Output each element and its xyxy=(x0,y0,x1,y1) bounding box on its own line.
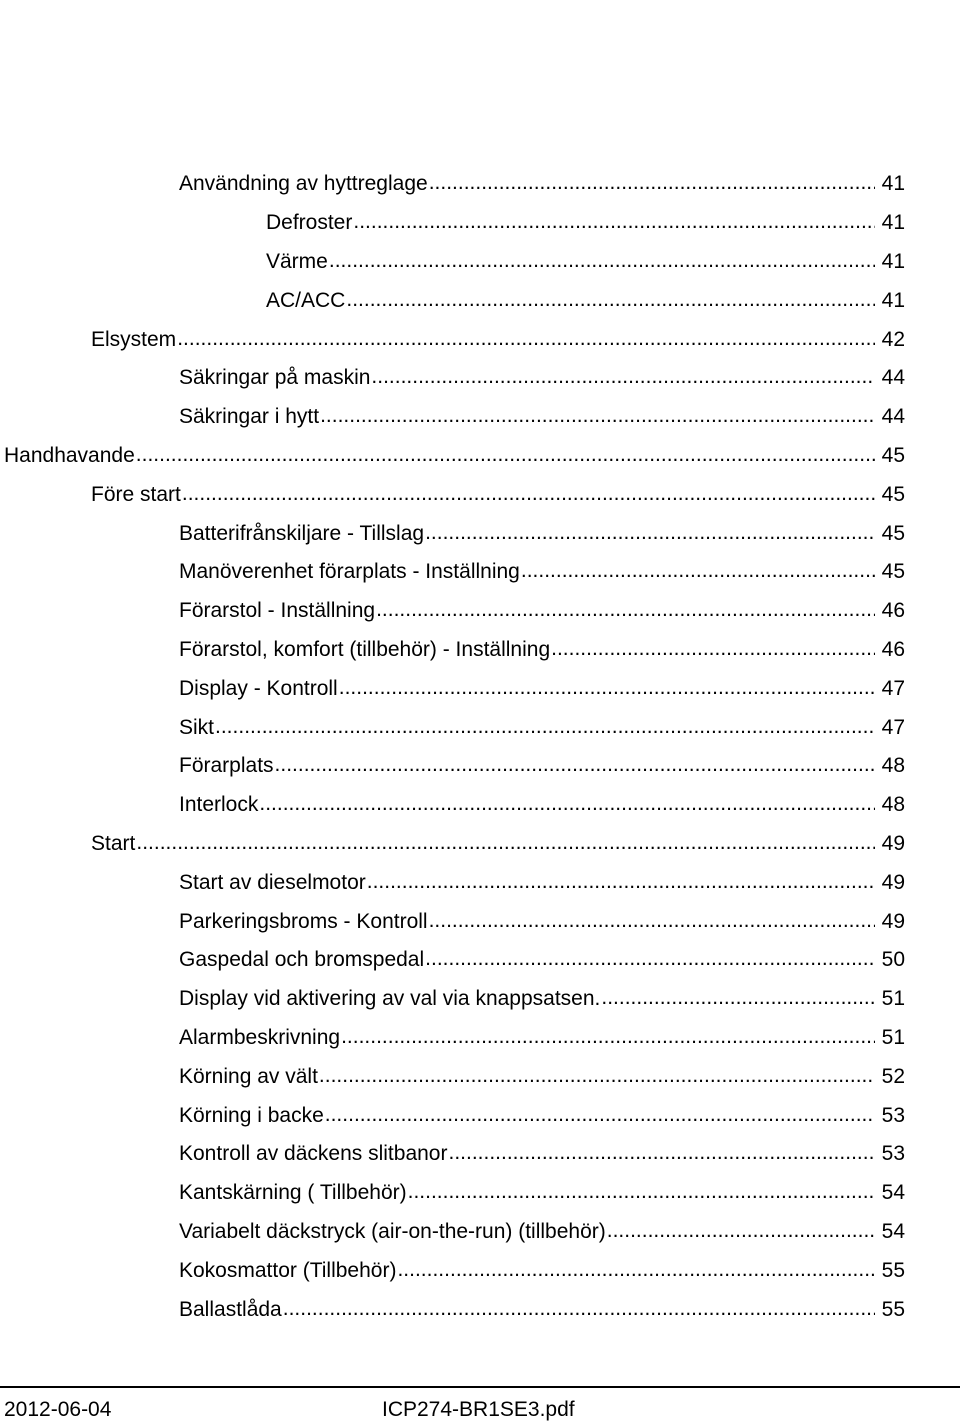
toc-entry-title: Display - Kontroll xyxy=(179,676,338,700)
toc-entry[interactable] xyxy=(0,786,960,825)
toc-entry-title: Förarstol - Inställning xyxy=(179,599,376,623)
toc-entry-title: Sikt xyxy=(179,715,215,739)
toc-entry[interactable] xyxy=(0,863,960,902)
toc-entry-page: 53 xyxy=(881,1103,905,1127)
toc-entry[interactable] xyxy=(0,825,960,864)
toc-entry-title: Interlock xyxy=(179,793,259,817)
toc-entry-page: 41 xyxy=(881,172,905,196)
toc-dot-leader xyxy=(425,947,875,971)
toc-dot-leader xyxy=(339,676,875,700)
toc-entry[interactable] xyxy=(0,281,960,320)
toc-dot-leader xyxy=(607,1219,875,1243)
footer-filename: ICP274-BR1SE3.pdf xyxy=(382,1398,575,1421)
footer-date: 2012-06-04 xyxy=(4,1398,112,1421)
toc-dot-leader xyxy=(521,559,875,583)
toc-entry-page: 45 xyxy=(881,482,905,506)
toc-entry-title: Säkringar i hytt xyxy=(179,405,320,429)
toc-dot-leader xyxy=(320,404,875,428)
toc-dot-leader xyxy=(275,753,875,777)
toc-entry-page: 47 xyxy=(881,676,905,700)
toc-entry[interactable] xyxy=(0,165,960,204)
toc-entry-page: 45 xyxy=(881,521,905,545)
page-footer xyxy=(0,1386,960,1425)
toc-dot-leader xyxy=(551,637,875,661)
toc-entry-page: 51 xyxy=(881,987,905,1011)
toc-entry-page: 55 xyxy=(881,1258,905,1282)
toc-dot-leader xyxy=(215,715,875,739)
toc-dot-leader xyxy=(346,288,875,312)
toc-entry-title: Start av dieselmotor xyxy=(179,870,366,894)
toc-entry-page: 52 xyxy=(881,1064,905,1088)
toc-entry-page: 51 xyxy=(881,1025,905,1049)
toc-entry[interactable] xyxy=(0,320,960,359)
toc-entry[interactable] xyxy=(0,359,960,398)
toc-dot-leader xyxy=(371,365,875,389)
toc-entry[interactable] xyxy=(0,747,960,786)
toc-entry[interactable] xyxy=(0,1213,960,1252)
toc-entry-page: 44 xyxy=(881,366,905,390)
toc-entry-page: 49 xyxy=(881,831,905,855)
toc-entry[interactable] xyxy=(0,204,960,243)
toc-dot-leader xyxy=(376,598,875,622)
table-of-contents xyxy=(0,165,960,1329)
toc-entry[interactable] xyxy=(0,708,960,747)
toc-entry-page: 54 xyxy=(881,1181,905,1205)
toc-entry[interactable] xyxy=(0,553,960,592)
toc-entry-page: 45 xyxy=(881,443,905,467)
toc-entry-title: Handhavande xyxy=(4,443,135,467)
toc-entry[interactable] xyxy=(0,1251,960,1290)
toc-entry-page: 49 xyxy=(881,909,905,933)
toc-entry-title: Körning i backe xyxy=(179,1103,324,1127)
toc-entry[interactable] xyxy=(0,980,960,1019)
toc-entry-page: 55 xyxy=(881,1297,905,1321)
toc-dot-leader xyxy=(329,249,875,273)
toc-entry-page: 53 xyxy=(881,1142,905,1166)
toc-entry-page: 48 xyxy=(881,793,905,817)
toc-entry-title: Defroster xyxy=(266,211,353,235)
toc-dot-leader xyxy=(353,210,875,234)
toc-entry-title: Värme xyxy=(266,249,328,273)
toc-entry[interactable] xyxy=(0,398,960,437)
toc-dot-leader xyxy=(397,1258,875,1282)
toc-entry[interactable] xyxy=(0,902,960,941)
toc-dot-leader xyxy=(341,1025,875,1049)
toc-entry-title: Ballastlåda xyxy=(179,1297,282,1321)
toc-dot-leader xyxy=(182,482,875,506)
toc-entry[interactable] xyxy=(0,941,960,980)
toc-entry[interactable] xyxy=(0,1135,960,1174)
toc-dot-leader xyxy=(283,1297,875,1321)
toc-dot-leader xyxy=(259,792,875,816)
toc-entry[interactable] xyxy=(0,1057,960,1096)
toc-entry-page: 46 xyxy=(881,599,905,623)
toc-entry-title: Kantskärning ( Tillbehör) xyxy=(179,1181,407,1205)
toc-entry-title: Kokosmattor (Tillbehör) xyxy=(179,1258,397,1282)
toc-entry[interactable] xyxy=(0,631,960,670)
toc-entry-title: Batterifrånskiljare - Tillslag xyxy=(179,521,425,545)
toc-dot-leader xyxy=(136,443,875,467)
toc-entry[interactable] xyxy=(0,592,960,631)
toc-entry-title: Säkringar på maskin xyxy=(179,366,371,390)
toc-entry[interactable] xyxy=(0,1019,960,1058)
toc-entry[interactable] xyxy=(0,669,960,708)
toc-entry[interactable] xyxy=(0,475,960,514)
toc-entry-page: 41 xyxy=(881,211,905,235)
toc-entry-title: Kontroll av däckens slitbanor xyxy=(179,1142,448,1166)
toc-dot-leader xyxy=(429,909,875,933)
toc-entry-title: Förarstol, komfort (tillbehör) - Inställning xyxy=(179,637,551,661)
toc-entry-title: Parkeringsbroms - Kontroll xyxy=(179,909,428,933)
toc-dot-leader xyxy=(325,1103,875,1127)
toc-entry[interactable] xyxy=(0,243,960,282)
toc-entry[interactable] xyxy=(0,1096,960,1135)
toc-entry[interactable] xyxy=(0,437,960,476)
toc-dot-leader xyxy=(448,1141,875,1165)
toc-entry-title: Användning av hyttreglage xyxy=(179,172,428,196)
toc-entry-title: Körning av vält xyxy=(179,1064,318,1088)
toc-entry-title: Gaspedal och bromspedal xyxy=(179,948,425,972)
toc-entry[interactable] xyxy=(0,1290,960,1329)
toc-entry-page: 42 xyxy=(881,327,905,351)
toc-entry[interactable] xyxy=(0,514,960,553)
toc-dot-leader xyxy=(601,986,875,1010)
toc-entry-page: 54 xyxy=(881,1219,905,1243)
toc-entry-page: 48 xyxy=(881,754,905,778)
toc-entry-page: 50 xyxy=(881,948,905,972)
toc-dot-leader xyxy=(367,870,875,894)
toc-dot-leader xyxy=(319,1064,875,1088)
toc-entry-page: 41 xyxy=(881,249,905,273)
toc-dot-leader xyxy=(177,327,875,351)
toc-entry[interactable] xyxy=(0,1174,960,1213)
toc-dot-leader xyxy=(408,1180,875,1204)
toc-entry-title: Manöverenhet förarplats - Inställning xyxy=(179,560,520,584)
toc-entry-page: 47 xyxy=(881,715,905,739)
toc-entry-title: Förarplats xyxy=(179,754,274,778)
toc-entry-title: Före start xyxy=(91,482,181,506)
toc-entry-title: Alarmbeskrivning xyxy=(179,1025,341,1049)
toc-entry-title: Elsystem xyxy=(91,327,177,351)
toc-entry-title: Variabelt däckstryck (air-on-the-run) (tillbehör) xyxy=(179,1219,606,1243)
toc-dot-leader xyxy=(136,831,875,855)
toc-entry-page: 41 xyxy=(881,288,905,312)
toc-entry-page: 46 xyxy=(881,637,905,661)
toc-dot-leader xyxy=(425,521,875,545)
toc-entry-page: 49 xyxy=(881,870,905,894)
toc-entry-title: Display vid aktivering av val via knappsatsen. xyxy=(179,987,601,1011)
toc-entry-title: Start xyxy=(91,831,136,855)
toc-entry-page: 44 xyxy=(881,405,905,429)
toc-entry-page: 45 xyxy=(881,560,905,584)
toc-dot-leader xyxy=(429,171,875,195)
toc-entry-title: AC/ACC xyxy=(266,288,346,312)
